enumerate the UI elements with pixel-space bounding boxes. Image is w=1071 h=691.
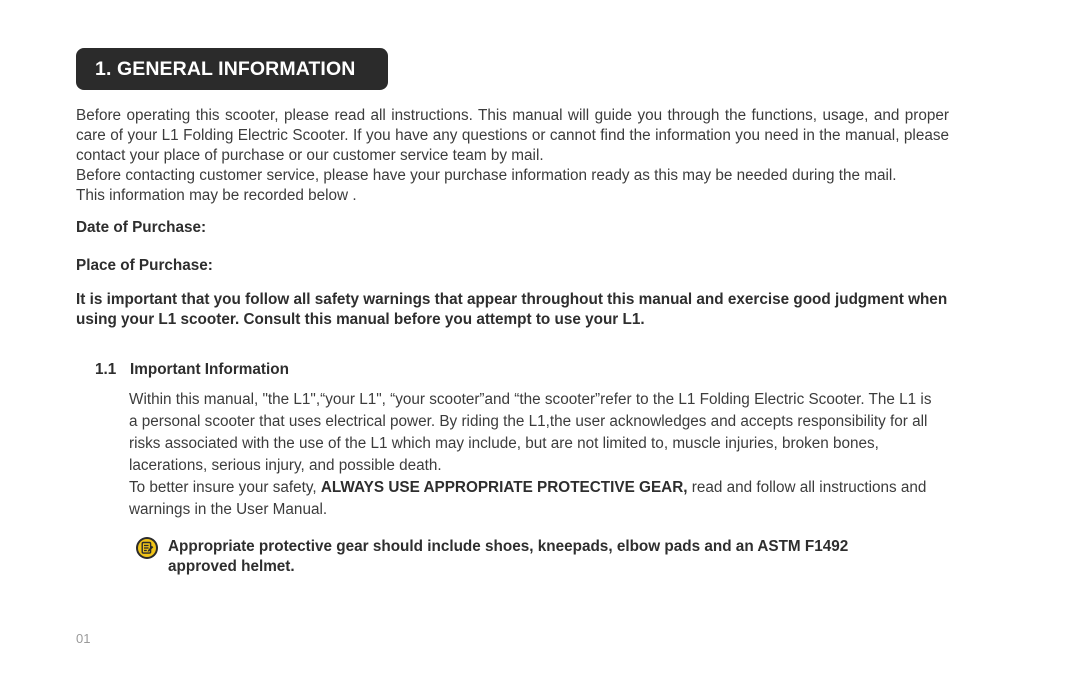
- subsection-body: [129, 389, 944, 521]
- safety-warning: It is important that you follow all safety warnings that appear throughout this manual and exercise good judgment when using your L1 scooter. Consult this manual before you attempt to use your L1.: [76, 291, 948, 328]
- subsection-paragraph: Within this manual, "the L1",“your L1", “your scooter”and “the scooter”refer to the L1 Folding Electric Scooter. The L1 is a personal scooter that uses electrical power. By riding the L1,the user acknowledges and accepts responsibility for all risks associated with the use of the L1 which may include, but are not limited to, muscle injuries, broken bones, lacerations, serious injury, and possible death.: [129, 391, 932, 474]
- place-of-purchase-label: Place of Purchase:: [76, 257, 213, 274]
- subsection-paragraph: [129, 477, 944, 521]
- note-text: Appropriate protective gear should include shoes, kneepads, elbow pads and an ASTM F1492 approved helmet.: [168, 538, 849, 575]
- intro-paragraph: Before contacting customer service, please have your purchase information ready as this may be needed during the mail.: [76, 167, 897, 184]
- page-number: 01: [76, 631, 91, 646]
- section-title: 1. GENERAL INFORMATION: [95, 57, 356, 80]
- date-of-purchase-label: Date of Purchase:: [76, 219, 207, 236]
- protective-gear-emphasis: ALWAYS USE APPROPRIATE PROTECTIVE GEAR,: [320, 479, 688, 496]
- note-icon: [135, 536, 159, 560]
- section-banner: [76, 48, 388, 90]
- paragraph-suffix: read and follow all instructions and warnings in the User Manual.: [129, 479, 927, 518]
- intro-paragraph: Before operating this scooter, please read all instructions. This manual will guide you through the functions, usage, and proper care of your L1 Folding Electric Scooter. If you have any questions or cannot find the information you need in the manual, please contact your place of purchase or our customer service team by mail.: [76, 107, 949, 164]
- intro-text: [76, 106, 949, 206]
- paragraph-prefix: To better insure your safety,: [129, 479, 321, 496]
- subsection-number: 1.1: [95, 361, 117, 378]
- subsection-heading: [95, 361, 289, 379]
- intro-paragraph: This information may be recorded below .: [76, 187, 357, 204]
- subsection-title: Important Information: [130, 361, 289, 378]
